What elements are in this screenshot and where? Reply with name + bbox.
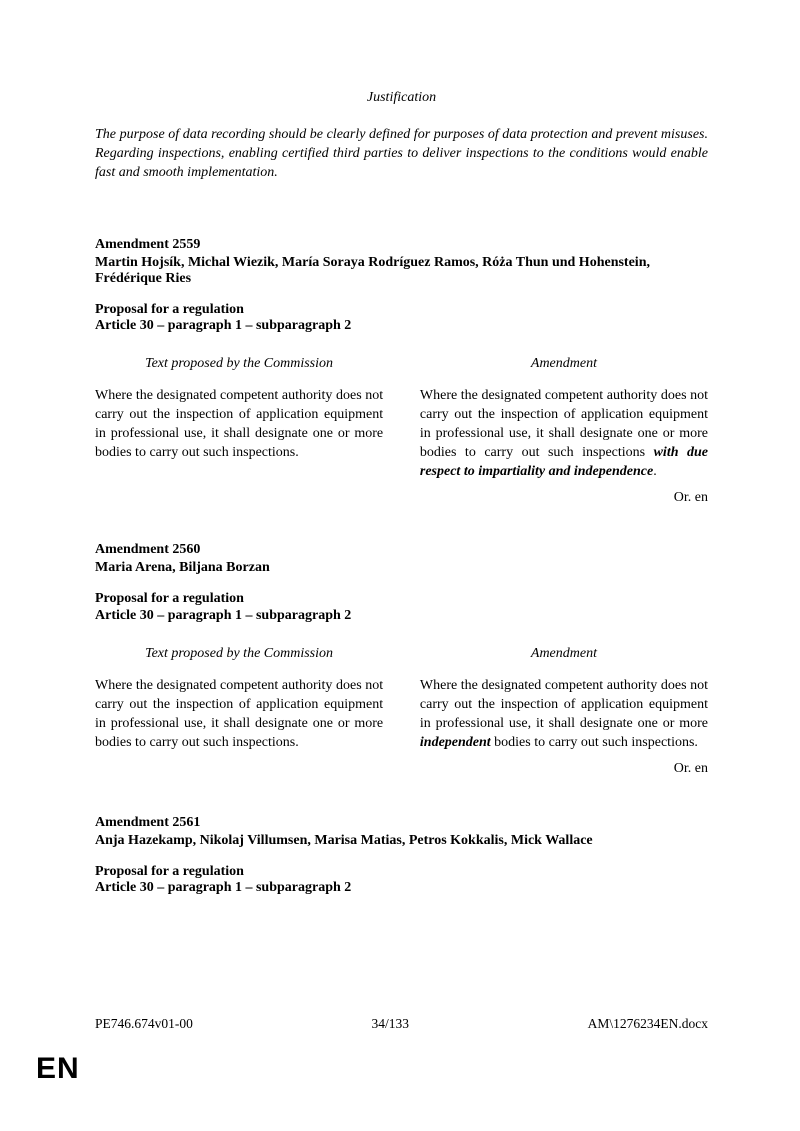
proposal-heading: Proposal for a regulation: [95, 863, 244, 879]
commission-text: Where the designated competent authority does not carry out the inspection of application equipment in professional use, it shall designate one or more bodies to carry out such inspections.: [95, 677, 384, 750]
proposal-block: [95, 591, 708, 623]
amendment-section-2559: [95, 237, 708, 507]
amendment-number: Amendment 2561: [95, 814, 201, 830]
language-marker: EN: [36, 1052, 80, 1085]
amendment-column: [420, 356, 708, 481]
article-reference: Article 30 – paragraph 1 – subparagraph 2: [95, 318, 352, 334]
amendment-number: Amendment 2559: [95, 236, 201, 252]
proposal-heading: Proposal for a regulation: [95, 591, 244, 607]
amendment-text-plain: Where the designated competent authority does not carry out the inspection of application equipment in professional use, it shall designate one or more bodies to carry out such inspections: [419, 388, 708, 461]
amendment-authors: Maria Arena, Biljana Borzan: [95, 560, 270, 576]
proposal-block: [95, 864, 708, 896]
amendment-text-emphasis: with due respect to impartiality and independence: [419, 445, 708, 480]
justification-heading: Justification: [366, 90, 437, 105]
footer-document-ref: PE746.674v01-00: [95, 1016, 193, 1031]
article-reference: Article 30 – paragraph 1 – subparagraph 2: [95, 880, 352, 896]
amendment-head: [95, 815, 708, 849]
commission-column-header: Text proposed by the Commission: [145, 645, 334, 661]
amendment-authors: Anja Hazekamp, Nikolaj Villumsen, Marisa Matias, Petros Kokkalis, Mick Wallace: [95, 832, 593, 848]
commission-column-header: Text proposed by the Commission: [145, 356, 334, 372]
page-content: [95, 0, 708, 896]
comparison-table: [95, 356, 708, 481]
footer-page-number: 34/133: [371, 1016, 409, 1031]
proposal-block: [95, 302, 708, 334]
amendment-number: Amendment 2560: [95, 542, 201, 558]
amendment-column: [420, 646, 708, 752]
or-language-line: Or. en: [673, 490, 708, 506]
amendment-text-end: bodies to carry out such inspections.: [490, 734, 698, 750]
amendment-text-emphasis: independent: [419, 734, 491, 750]
page-footer: [95, 1016, 708, 1032]
or-language-line: Or. en: [673, 760, 708, 776]
amendment-column-header: Amendment: [530, 356, 597, 372]
amendment-section-2561: [95, 815, 708, 896]
justification-text: The purpose of data recording should be clearly defined for purposes of data protection and prevent misuses. Regarding inspections, enabling certified third parties to deliver inspections to the conditions would enable fast and smooth implementation.: [95, 127, 708, 180]
comparison-table: [95, 646, 708, 752]
amendment-head: [95, 542, 708, 576]
amendment-section-2560: [95, 542, 708, 777]
amendment-authors: Martin Hojsík, Michal Wiezik, María Soraya Rodríguez Ramos, Róża Thun und Hohenstein, Frédérique Ries: [95, 254, 650, 286]
article-reference: Article 30 – paragraph 1 – subparagraph 2: [95, 607, 352, 623]
amendment-text: [420, 386, 708, 481]
footer-file-name: AM\1276234EN.docx: [587, 1016, 708, 1031]
commission-text: Where the designated competent authority does not carry out the inspection of application equipment in professional use, it shall designate one or more bodies to carry out such inspections.: [95, 388, 384, 461]
commission-column: [95, 356, 383, 481]
amendment-column-header: Amendment: [530, 645, 597, 661]
amendment-text: [420, 676, 708, 752]
amendment-head: [95, 237, 708, 287]
commission-column: [95, 646, 383, 752]
amendment-text-plain: Where the designated competent authority does not carry out the inspection of application equipment in professional use, it shall designate one or more: [419, 677, 708, 731]
amendment-text-end: .: [653, 464, 657, 480]
proposal-heading: Proposal for a regulation: [95, 301, 244, 317]
